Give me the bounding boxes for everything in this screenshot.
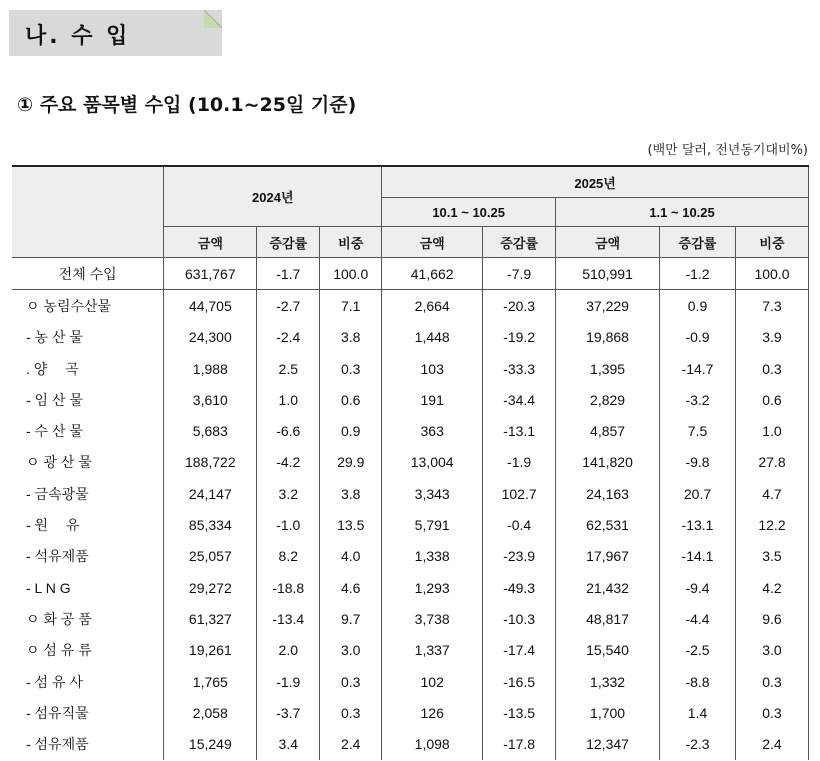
cell-share-2024: 9.7 [320,603,382,634]
cell-amount-ytd: 141,820 [556,447,660,478]
table-row [12,447,809,478]
cell-change-oct: -13.5 [483,697,556,728]
cell-amount-2024: 5,683 [164,415,257,446]
cell-change-2024: -2.7 [257,290,320,322]
cell-change-oct: -17.4 [483,635,556,666]
cell-amount-2024: 15,249 [164,728,257,759]
cell-change-oct: 102.7 [483,478,556,509]
cell-share-ytd: 100.0 [735,258,808,290]
cell-change-2024: 2.0 [257,635,320,666]
cell-share-2024: 4.0 [320,541,382,572]
cell-share-2024: 2.4 [320,728,382,759]
header-period-b: 1.1 ~ 10.25 [556,198,809,227]
cell-change-ytd: -3.2 [660,384,736,415]
row-label: - 금속광물 [12,478,164,509]
cell-amount-ytd: 12,347 [556,728,660,759]
col-change-oct: 증감률 [483,227,556,258]
cell-amount-oct: 1,337 [382,635,483,666]
cell-share-ytd: 0.3 [735,353,808,384]
cell-amount-oct: 1,448 [382,322,483,353]
cell-amount-2024: 24,300 [164,322,257,353]
cell-change-2024: 8.2 [257,541,320,572]
cell-change-ytd: -2.3 [660,728,736,759]
row-label: ㅇ 농림수산물 [12,290,164,322]
unit-note: (백만 달러, 전년동기대비%) [647,143,808,158]
section-title: 나. 수 입 [25,24,131,49]
table-row [12,728,809,759]
cell-share-ytd: 4.2 [735,572,808,603]
cell-share-ytd: 7.3 [735,290,808,322]
row-label: . 양 곡 [12,353,164,384]
cell-share-2024: 0.3 [320,353,382,384]
table-row [12,666,809,697]
cell-share-2024: 7.1 [320,290,382,322]
cell-amount-oct: 191 [382,384,483,415]
cell-change-ytd: 20.7 [660,478,736,509]
cell-change-ytd: 0.9 [660,290,736,322]
table-row [12,478,809,509]
row-label: ㅇ 광 산 물 [12,447,164,478]
row-label: - 섬유직물 [12,697,164,728]
table-row [12,509,809,540]
cell-amount-ytd: 510,991 [556,258,660,290]
cell-amount-2024: 29,272 [164,572,257,603]
cell-amount-ytd: 21,432 [556,572,660,603]
cell-share-ytd: 0.3 [735,697,808,728]
row-label: - 섬 유 사 [12,666,164,697]
cell-share-2024: 3.8 [320,322,382,353]
cell-amount-2024: 19,261 [164,635,257,666]
header-year-2024: 2024년 [164,166,382,227]
cell-share-ytd: 3.5 [735,541,808,572]
cell-change-oct: -19.2 [483,322,556,353]
cell-change-ytd: -9.8 [660,447,736,478]
row-label: - L N G [12,572,164,603]
table-row [12,635,809,666]
cell-change-oct: -23.9 [483,541,556,572]
cell-change-2024: -6.6 [257,415,320,446]
cell-share-2024: 0.3 [320,666,382,697]
cell-share-ytd: 2.4 [735,728,808,759]
cell-share-ytd: 0.3 [735,666,808,697]
cell-change-ytd: -2.5 [660,635,736,666]
cell-amount-2024: 631,767 [164,258,257,290]
cell-amount-ytd: 1,332 [556,666,660,697]
cell-change-ytd: -4.4 [660,603,736,634]
cell-change-ytd: 7.5 [660,415,736,446]
cell-change-2024: -3.7 [257,697,320,728]
cell-share-2024: 0.3 [320,697,382,728]
cell-amount-oct: 1,098 [382,728,483,759]
total-row [12,258,809,290]
cell-amount-ytd: 1,395 [556,353,660,384]
cell-change-2024: 2.5 [257,353,320,384]
cell-amount-ytd: 15,540 [556,635,660,666]
cell-change-2024: -18.8 [257,572,320,603]
cell-share-ytd: 3.9 [735,322,808,353]
cell-change-oct: -1.9 [483,447,556,478]
cell-change-2024: 3.4 [257,728,320,759]
cell-amount-2024: 25,057 [164,541,257,572]
cell-change-2024: -1.7 [257,258,320,290]
cell-amount-oct: 103 [382,353,483,384]
cell-amount-2024: 44,705 [164,290,257,322]
cell-amount-2024: 24,147 [164,478,257,509]
table-row [12,572,809,603]
cell-share-2024: 0.6 [320,384,382,415]
cell-change-2024: -4.2 [257,447,320,478]
import-table [12,165,809,760]
cell-change-ytd: -14.1 [660,541,736,572]
table-row [12,353,809,384]
cell-amount-oct: 102 [382,666,483,697]
cell-share-2024: 0.9 [320,415,382,446]
cell-change-2024: 1.0 [257,384,320,415]
cell-amount-2024: 85,334 [164,509,257,540]
row-label: - 원 유 [12,509,164,540]
col-amount-2024: 금액 [164,227,257,258]
cell-change-ytd: -8.8 [660,666,736,697]
cell-change-2024: 3.2 [257,478,320,509]
header-year-2025: 2025년 [382,166,809,198]
cell-change-oct: -34.4 [483,384,556,415]
cell-change-oct: -49.3 [483,572,556,603]
cell-change-2024: -1.0 [257,509,320,540]
cell-amount-oct: 13,004 [382,447,483,478]
cell-change-oct: -20.3 [483,290,556,322]
col-share-ytd: 비중 [735,227,808,258]
col-change-ytd: 증감률 [660,227,736,258]
col-share-2024: 비중 [320,227,382,258]
cell-share-2024: 29.9 [320,447,382,478]
row-label: ㅇ 섬 유 류 [12,635,164,666]
cell-share-ytd: 0.6 [735,384,808,415]
cell-change-2024: -2.4 [257,322,320,353]
table-row [12,415,809,446]
cell-amount-oct: 5,791 [382,509,483,540]
cell-amount-ytd: 4,857 [556,415,660,446]
cell-amount-oct: 1,338 [382,541,483,572]
cell-amount-2024: 3,610 [164,384,257,415]
cell-amount-2024: 61,327 [164,603,257,634]
cell-amount-oct: 126 [382,697,483,728]
cell-change-oct: -13.1 [483,415,556,446]
cell-share-2024: 100.0 [320,258,382,290]
cell-share-ytd: 1.0 [735,415,808,446]
cell-share-ytd: 9.6 [735,603,808,634]
cell-amount-oct: 3,738 [382,603,483,634]
cell-share-2024: 4.6 [320,572,382,603]
cell-change-ytd: -14.7 [660,353,736,384]
table-subtitle: ① 주요 품목별 수입 (10.1~25일 기준) [17,94,357,116]
cell-change-oct: -10.3 [483,603,556,634]
cell-share-2024: 13.5 [320,509,382,540]
cell-change-ytd: -1.2 [660,258,736,290]
cell-change-ytd: 1.4 [660,697,736,728]
col-amount-oct: 금액 [382,227,483,258]
row-label: - 섬유제품 [12,728,164,759]
row-label: 전체 수입 [12,258,164,290]
row-label: ㅇ 화 공 품 [12,603,164,634]
cell-share-ytd: 12.2 [735,509,808,540]
cell-amount-2024: 2,058 [164,697,257,728]
cell-amount-2024: 1,765 [164,666,257,697]
cell-amount-ytd: 19,868 [556,322,660,353]
cell-change-oct: -16.5 [483,666,556,697]
cell-amount-oct: 363 [382,415,483,446]
cell-amount-ytd: 2,829 [556,384,660,415]
cell-change-ytd: -13.1 [660,509,736,540]
cell-amount-oct: 3,343 [382,478,483,509]
cell-change-oct: -17.8 [483,728,556,759]
cell-amount-ytd: 1,700 [556,697,660,728]
cell-amount-2024: 1,988 [164,353,257,384]
cell-change-ytd: -9.4 [660,572,736,603]
cell-amount-oct: 2,664 [382,290,483,322]
row-label: - 석유제품 [12,541,164,572]
col-amount-ytd: 금액 [556,227,660,258]
table-row [12,603,809,634]
cell-change-2024: -1.9 [257,666,320,697]
col-change-2024: 증감률 [257,227,320,258]
cell-change-2024: -13.4 [257,603,320,634]
cell-change-ytd: -0.9 [660,322,736,353]
cell-change-oct: -0.4 [483,509,556,540]
cell-amount-ytd: 24,163 [556,478,660,509]
row-label: - 농 산 물 [12,322,164,353]
cell-share-2024: 3.0 [320,635,382,666]
row-label: - 임 산 물 [12,384,164,415]
cell-amount-ytd: 17,967 [556,541,660,572]
table-row [12,384,809,415]
header-corner [12,166,164,258]
cell-share-ytd: 27.8 [735,447,808,478]
cell-share-2024: 3.8 [320,478,382,509]
row-label: - 수 산 물 [12,415,164,446]
table-row [12,322,809,353]
page-fold-decoration [204,10,222,28]
cell-share-ytd: 3.0 [735,635,808,666]
table-row [12,290,809,322]
cell-amount-ytd: 62,531 [556,509,660,540]
cell-change-oct: -7.9 [483,258,556,290]
cell-amount-oct: 1,293 [382,572,483,603]
cell-amount-ytd: 37,229 [556,290,660,322]
cell-change-oct: -33.3 [483,353,556,384]
table-row [12,697,809,728]
cell-amount-2024: 188,722 [164,447,257,478]
cell-share-ytd: 4.7 [735,478,808,509]
cell-amount-oct: 41,662 [382,258,483,290]
header-period-a: 10.1 ~ 10.25 [382,198,556,227]
table-row [12,541,809,572]
cell-amount-ytd: 48,817 [556,603,660,634]
